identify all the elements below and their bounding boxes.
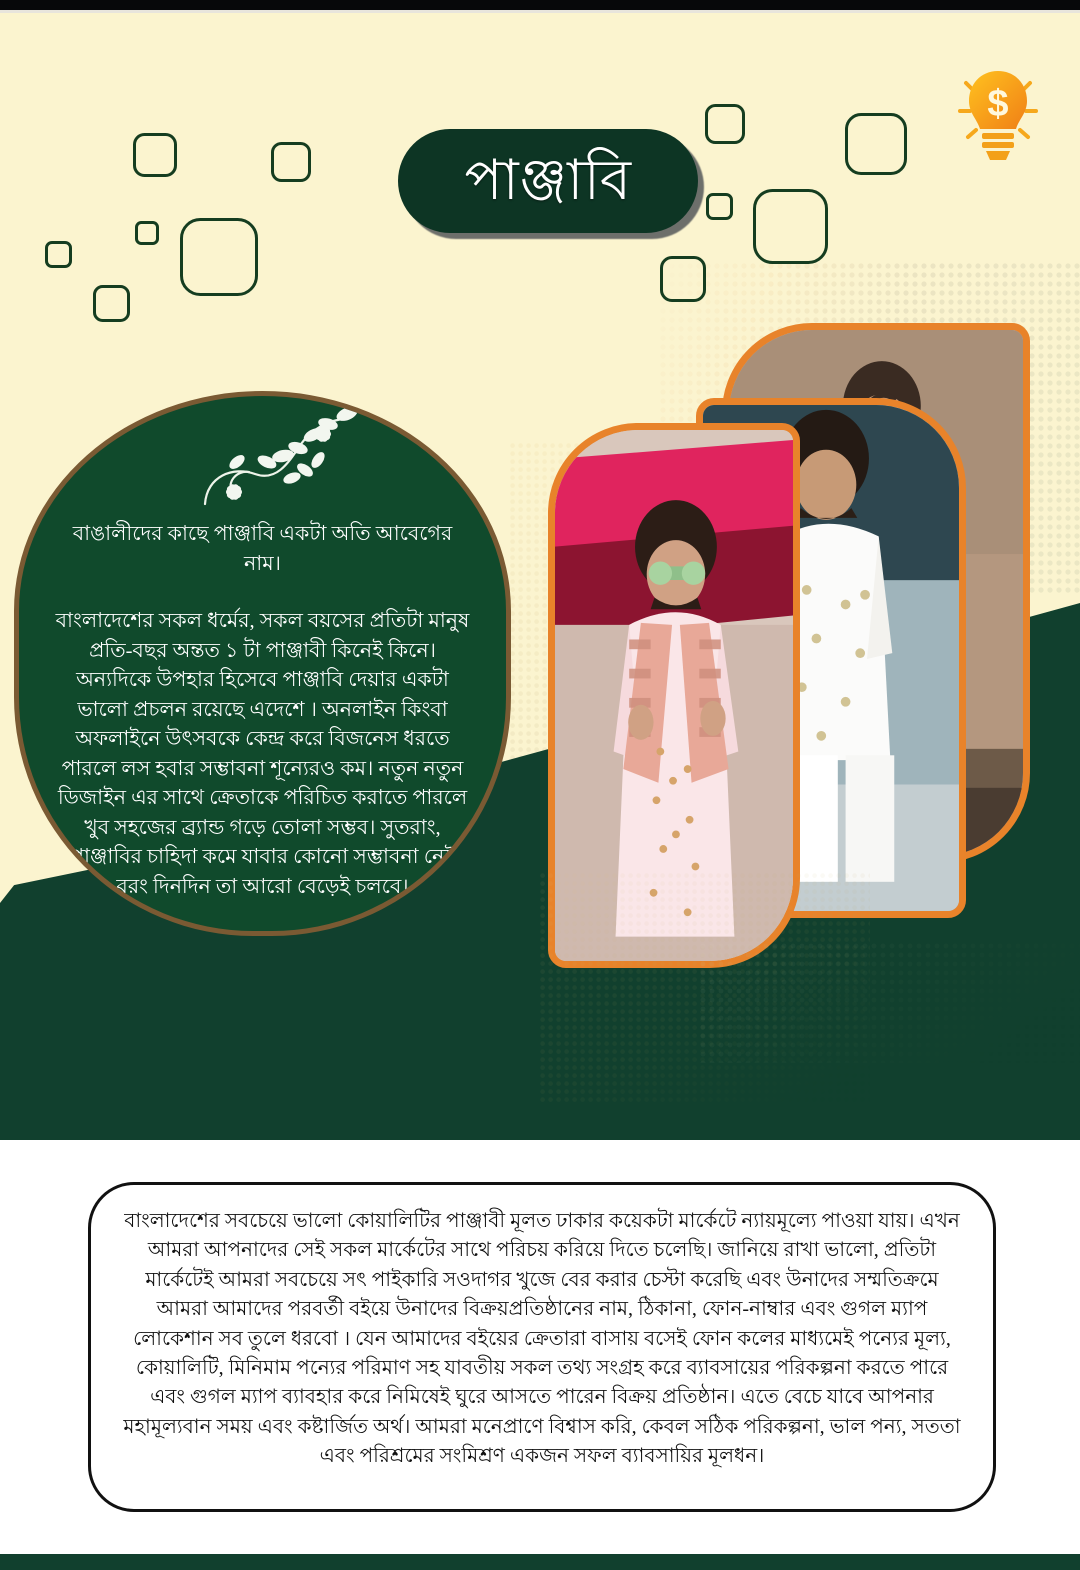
bottom-green-strip xyxy=(0,1554,1080,1570)
page-title xyxy=(398,129,698,233)
decorative-square-5 xyxy=(180,218,258,296)
decorative-square-10 xyxy=(845,113,907,175)
lightbulb-dollar-icon xyxy=(952,61,1044,165)
page-title-text: পাঞ্জাবি xyxy=(464,150,632,212)
decorative-square-11 xyxy=(660,256,706,302)
decorative-square-8 xyxy=(706,193,733,220)
os-top-bar xyxy=(0,0,1080,10)
intro-lead-text: বাঙালীদের কাছে পাঞ্জাবি একটা অতি আবেগের নাম। xyxy=(72,523,453,575)
decorative-square-4 xyxy=(135,221,159,245)
decorative-square-9 xyxy=(753,189,828,264)
intro-body-text: বাংলাদেশের সকল ধর্মের, সকল বয়সের প্রতিটা মানুষ প্রতি-বছর অন্তত ১ টা পাঞ্জাবী কিনেই কিনে। অন্যদিকে উপহার হিসেবে পাঞ্জাবি দেয়ার একটা ভালো প্রচলন রয়েছে এদেশে । অনলাইন কিংবা অফলাইনে উৎসবকে কেন্দ্র করে বিজনেস ধরতে পারলে লস হবার সম্ভাবনা শূন্যেরও কম। নতুন নতুন ডিজাইন এর সাথে ক্রেতাকে পরিচিত করাতে পারলে খুব সহজের ব্র্যান্ড গড়ে তোলা সম্ভব। সুতরাং, পাঞ্জাবির চাহিদা কমে যাবার কোনো সম্ভাবনা নেই বরং দিনদিন তা আরো বেড়েই চলবে। xyxy=(55,610,470,898)
decorative-square-6 xyxy=(271,142,311,182)
os-top-bar-divider xyxy=(0,10,1080,13)
decorative-square-3 xyxy=(93,285,130,322)
footer-info-card xyxy=(88,1182,996,1512)
svg-text:$: $ xyxy=(987,83,1009,125)
decorative-square-1 xyxy=(133,133,177,177)
intro-card xyxy=(14,391,511,936)
footer-info-text: বাংলাদেশের সবচেয়ে ভালো কোয়ালিটির পাঞ্জাবী মূলত ঢাকার কয়েকটা মার্কেটে ন্যায়মূল্যে পাওয়া যায়। এখন আমরা আপনাদের সেই সকল মার্কেটের সাথে পরিচয় করিয়ে দিতে চলেছি। জানিয়ে রাখা ভালো, প্রতিটা মার্কেটেই আমরা সবচেয়ে সৎ পাইকারি সওদাগর খুজে বের করার চেস্টা করেছি এবং উনাদের সম্মতিক্রমে আমরা আমাদের পরবর্তী বইয়ে উনাদের বিক্রয়প্রতিষ্ঠানের নাম, ঠিকানা, ফোন-নাম্বার এবং গুগল ম্যাপ লোকেশান সব তুলে ধরবো । যেন আমাদের বইয়ের ক্রেতারা বাসায় বসেই ফোন কলের মাধ্যমেই পন্যের মূল্য, কোয়ালিটি, মিনিমাম পন্যের পরিমাণ সহ যাবতীয় সকল তথ্য সংগ্রহ করে ব্যাবসায়ের পরিকল্পনা করতে পারে এবং গুগল ম্যাপ ব্যাবহার করে নিমিষেই ঘুরে আসতে পারেন বিক্রয় প্রতিষ্ঠান। এতে বেচে যাবে আপনার মহামূল্যবান সময় এবং কষ্টার্জিত অর্থ। আমরা মনেপ্রাণে বিশ্বাস করি, কেবল সঠিক পরিকল্পনা, ভাল পন্য, সততা এবং পরিশ্রমের সংমিশ্রণ একজন সফল ব্যাবসায়ির মূলধন। xyxy=(123,1210,961,1468)
floral-vine-ornament xyxy=(197,404,367,524)
decorative-square-2 xyxy=(45,241,72,268)
halftone-dots-green-field xyxy=(700,943,1080,1063)
decorative-square-7 xyxy=(705,104,745,144)
